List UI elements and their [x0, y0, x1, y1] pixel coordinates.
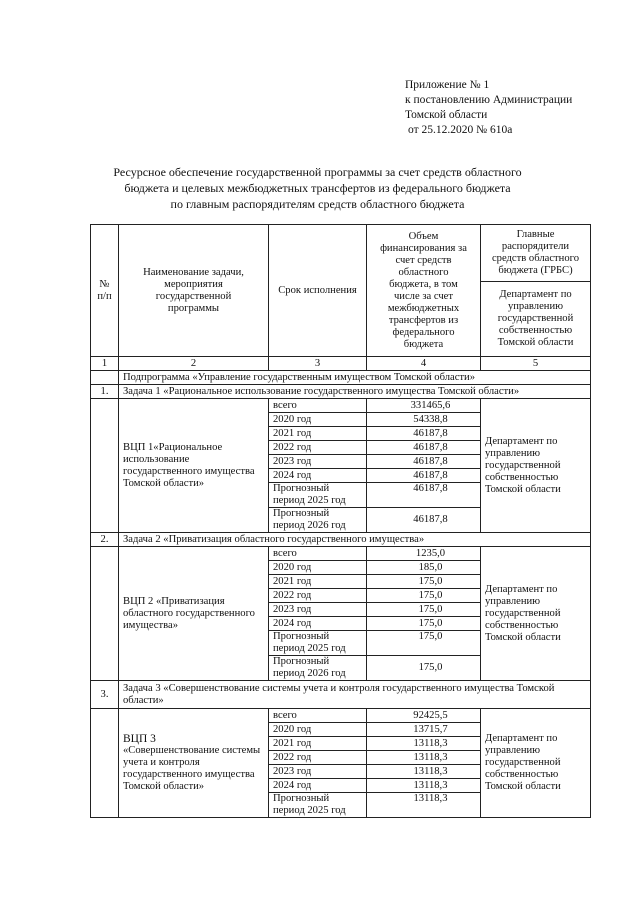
period-cell: 2023 год [269, 603, 367, 617]
task-num: 3. [91, 681, 119, 709]
appendix-line: Приложение № 1 [405, 79, 490, 91]
value-cell: 175,0 [367, 575, 481, 589]
title-line: бюджета и целевых межбюджетных трансфертов из федерального бюджета [124, 181, 511, 195]
table-header-row [91, 225, 591, 282]
dept-cell: Департамент по управлению государственной собственностью Томской области [481, 709, 591, 818]
value-cell: 331465,6 [367, 399, 481, 413]
period-cell: 2022 год [269, 589, 367, 603]
resource-table [90, 224, 591, 818]
header-dept: Департамент по управлению государственной собственностью Томской области [481, 282, 591, 357]
value-cell: 13118,3 [367, 765, 481, 779]
task-num: 2. [91, 533, 119, 547]
header-grbs: Главные распорядители средств областного бюджета (ГРБС) [481, 225, 591, 282]
appendix-block [405, 78, 572, 138]
period-cell: 2020 год [269, 723, 367, 737]
period-cell: 2020 год [269, 413, 367, 427]
appendix-line: к постановлению Администрации [405, 94, 573, 106]
period-cell: всего [269, 709, 367, 723]
header-period: Срок исполнения [269, 225, 367, 357]
period-cell: 2024 год [269, 617, 367, 631]
value-cell: 175,0 [367, 603, 481, 617]
task-title: Задача 2 «Приватизация областного государственного имущества» [119, 533, 591, 547]
dept-cell: Департамент по управлению государственной собственностью Томской области [481, 547, 591, 681]
value-cell: 92425,5 [367, 709, 481, 723]
vcp-name: ВЦП 2 «Приватизация областного государственного имущества» [119, 547, 269, 681]
value-cell: 13118,3 [367, 751, 481, 765]
period-cell: 2021 год [269, 737, 367, 751]
header-name: Наименование задачи, мероприятия государственной программы [119, 225, 269, 357]
period-cell: 2021 год [269, 427, 367, 441]
value-cell: 46187,8 [367, 455, 481, 469]
subprogram-row [91, 371, 591, 385]
col-number: 1 [91, 357, 119, 371]
value-cell: 54338,8 [367, 413, 481, 427]
period-cell: Прогнозный период 2025 год [269, 631, 367, 656]
empty-cell [91, 547, 119, 681]
period-cell: Прогнозный период 2025 год [269, 483, 367, 508]
dept-cell: Департамент по управлению государственной собственностью Томской области [481, 399, 591, 533]
table-row [91, 399, 591, 413]
header-volume: Объем финансирования за счет средств областного бюджета, в том числе за счет межбюджетных трансфертов из федерального бюджета [367, 225, 481, 357]
vcp-heading: ВЦП 3 [123, 733, 156, 745]
col-number: 4 [367, 357, 481, 371]
period-cell: 2022 год [269, 751, 367, 765]
value-cell: 175,0 [367, 656, 481, 681]
subprogram-title: Подпрограмма «Управление государственным имуществом Томской области» [119, 371, 591, 385]
vcp-name [119, 709, 269, 818]
period-cell: 2021 год [269, 575, 367, 589]
value-cell: 46187,8 [367, 427, 481, 441]
col-number: 3 [269, 357, 367, 371]
col-number: 5 [481, 357, 591, 371]
period-cell: Прогнозный период 2025 год [269, 793, 367, 818]
appendix-line: от 25.12.2020 № 610а [408, 124, 513, 136]
task-row [91, 533, 591, 547]
period-cell: Прогнозный период 2026 год [269, 508, 367, 533]
value-cell: 46187,8 [367, 469, 481, 483]
value-cell: 13715,7 [367, 723, 481, 737]
empty-cell [91, 371, 119, 385]
col-number: 2 [119, 357, 269, 371]
task-row [91, 681, 591, 709]
vcp-text: «Совершенствование системы учета и контроля государственного имущества Томской области» [123, 745, 261, 792]
title-line: Ресурсное обеспечение государственной программы за счет средств областного [113, 165, 522, 179]
title-line: по главным распорядителям средств областного бюджета [170, 197, 465, 211]
value-cell: 1235,0 [367, 547, 481, 561]
vcp-name: ВЦП 1«Рациональное использование государственного имущества Томской области» [119, 399, 269, 533]
value-cell: 13118,3 [367, 779, 481, 793]
appendix-line: Томской области [405, 109, 488, 121]
value-cell: 13118,3 [367, 793, 481, 818]
column-number-row [91, 357, 591, 371]
value-cell: 46187,8 [367, 508, 481, 533]
period-cell: 2022 год [269, 441, 367, 455]
period-cell: 2024 год [269, 469, 367, 483]
task-num: 1. [91, 385, 119, 399]
empty-cell [91, 399, 119, 533]
header-num: № п/п [91, 225, 119, 357]
table-row [91, 547, 591, 561]
value-cell: 13118,3 [367, 737, 481, 751]
period-cell: 2020 год [269, 561, 367, 575]
period-cell: Прогнозный период 2026 год [269, 656, 367, 681]
value-cell: 46187,8 [367, 483, 481, 508]
value-cell: 46187,8 [367, 441, 481, 455]
period-cell: всего [269, 547, 367, 561]
period-cell: 2024 год [269, 779, 367, 793]
task-title: Задача 1 «Рациональное использование государственного имущества Томской области» [119, 385, 591, 399]
period-cell: 2023 год [269, 455, 367, 469]
table-row [91, 709, 591, 723]
value-cell: 185,0 [367, 561, 481, 575]
value-cell: 175,0 [367, 631, 481, 656]
empty-cell [91, 709, 119, 818]
period-cell: всего [269, 399, 367, 413]
value-cell: 175,0 [367, 589, 481, 603]
document-title [90, 164, 545, 212]
period-cell: 2023 год [269, 765, 367, 779]
task-row [91, 385, 591, 399]
task-title: Задача 3 «Совершенствование системы учета и контроля государственного имущества Томской области» [119, 681, 591, 709]
value-cell: 175,0 [367, 617, 481, 631]
